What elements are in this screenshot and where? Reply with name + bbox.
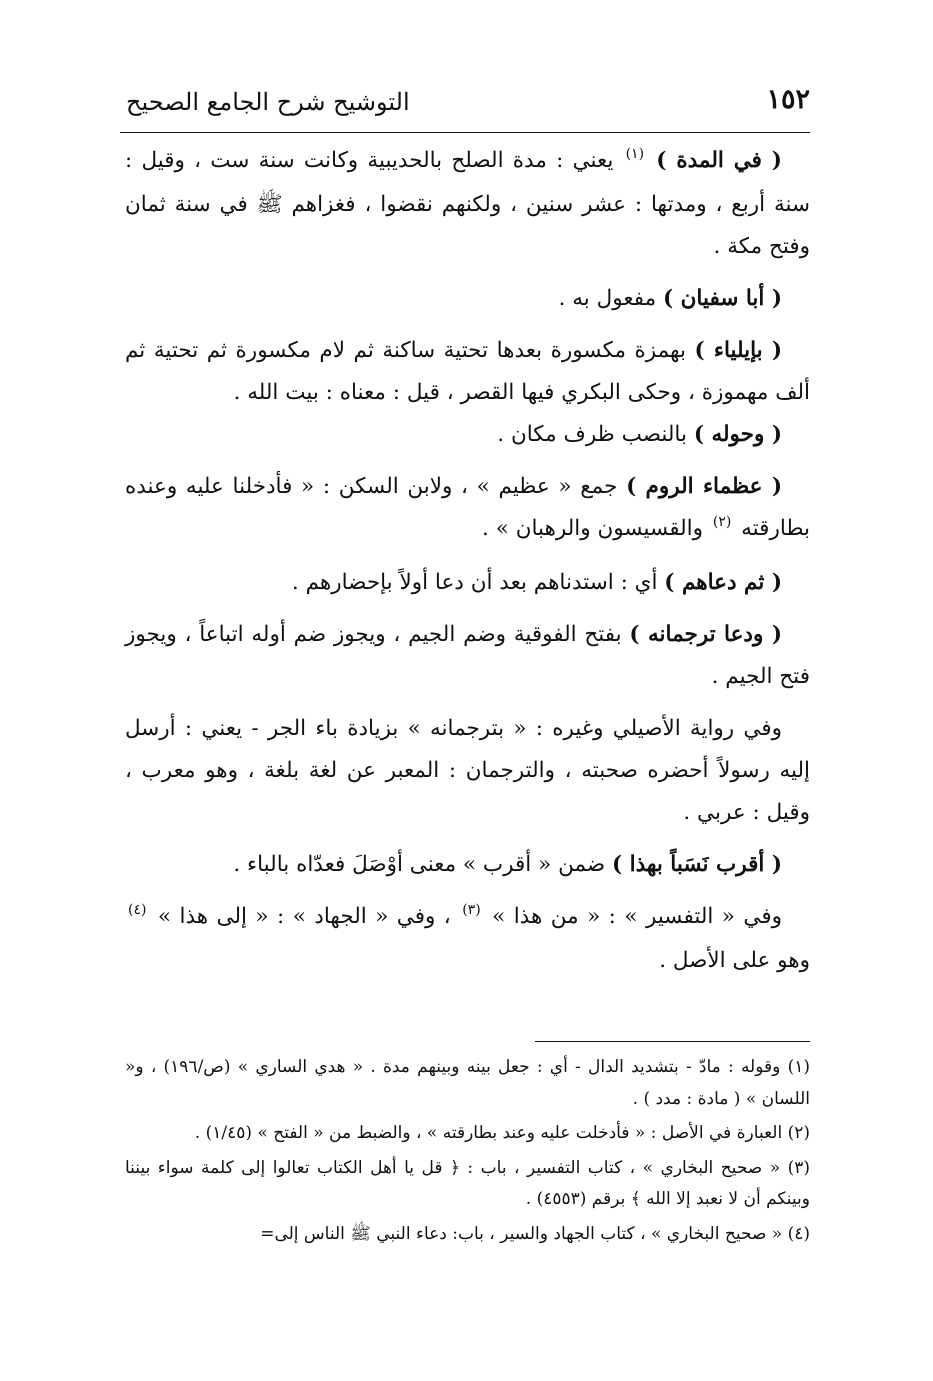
main-text [125,140,810,982]
lemma: ( ثم دعاهم ) [664,570,782,595]
commentary-text: وفي رواية الأصيلي وغيره : « بترجمانه » بزيادة باء الجر - يعني : أرسل إليه رسولاً أحضره صحبته ، والترجمان : المعبر عن لغة بلغة ، وهو معرب ، وقيل : عربي . [125,716,810,825]
footnote: (٣) « صحيح البخاري » ، كتاب التفسير ، باب : ﴿ قل يا أهل الكتاب تعالوا إلى كلمة سواء بيننا وبينكم أن لا نعبد إلا الله ﴾ برقم (٤٥٥٣) . [125,1157,810,1209]
commentary-text: يعني : مدة الصلح بالحديبية وكانت سنة ست ، وقيل : سنة أربع ، ومدتها : عشر سنين ، ولكنهم نقضوا ، فغزاهم ﷺ في سنة ثمان وفتح مكة . [125,148,810,259]
footnote: (١) وقوله : مادّ - بتشديد الدال - أي : جعل بينه وبينهم مدة . « هدي الساري » (ص/١٩٦) ، و« اللسان » ( مادة : مدد ) . [125,1057,810,1109]
lemma: ( بإيلياء ) [694,338,782,363]
paragraph [125,330,810,414]
footnote-ref: (٤) [128,902,147,918]
commentary-text: أي : استدناهم بعد أن دعا أولاً بإحضارهم . [291,570,658,595]
paragraph [125,278,810,320]
lemma: ( عظماء الروم ) [626,474,782,499]
paragraph [125,708,810,834]
paragraph [125,844,810,886]
footnote-ref: (٣) [462,902,481,918]
commentary-text: ضمن « أقرب » معنى أوْصَلَ فعدّاه بالباء . [233,852,606,877]
lemma: ( في المدة ) [656,148,782,173]
running-title: التوشيح شرح الجامع الصحيح [126,88,410,116]
commentary-text: وفي « التفسير » : « من هذا » [483,904,782,929]
paragraph [125,466,810,552]
commentary-text: ، وفي « الجهاد » : « إلى هذا » [149,904,451,929]
commentary-text: بفتح الفوقية وضم الجيم ، ويجوز ضم أوله اتباعاً ، ويجوز فتح الجيم . [125,622,810,689]
paragraph [125,896,810,982]
footnote-separator [535,1041,810,1042]
paragraph [125,140,810,268]
paragraph [125,614,810,698]
page-header [120,84,810,133]
lemma: ( أقرب نَسَباً بهذا ) [612,852,782,877]
paragraph [125,562,810,604]
footnote: (٢) العبارة في الأصل : « فأدخلت عليه وعند بطارقته » ، والضبط من « الفتح » (١/٤٥) . [194,1123,810,1143]
footnote-ref: (٢) [712,514,732,530]
footnote-ref: (١) [625,146,645,162]
footnote: (٤) « صحيح البخاري » ، كتاب الجهاد والسير ، باب: دعاء النبي ﷺ الناس إلى= [260,1223,810,1244]
commentary-text: بهمزة مكسورة بعدها تحتية ساكنة ثم لام مكسورة ثم تحتية ثم ألف مهموزة ، وحكى البكري فيها القصر ، قيل : معناه : بيت الله . [125,338,810,405]
footnotes [125,1052,810,1250]
commentary-text: والقسيسون والرهبان » . [482,516,703,541]
commentary-text: جمع « عظيم » ، ولابن السكن : « فأدخلنا عليه وعنده بطارقته [125,474,810,541]
lemma: ( أبا سفيان ) [662,286,782,311]
lemma: ( ودعا ترجمانه ) [629,622,782,647]
commentary-text: وهو على الأصل . [659,948,810,973]
paragraph [125,414,810,456]
commentary-text: مفعول به . [558,286,657,311]
commentary-text: بالنصب ظرف مكان . [497,422,687,447]
page-number: ١٥٢ [766,84,810,115]
lemma: ( وحوله ) [693,422,782,447]
